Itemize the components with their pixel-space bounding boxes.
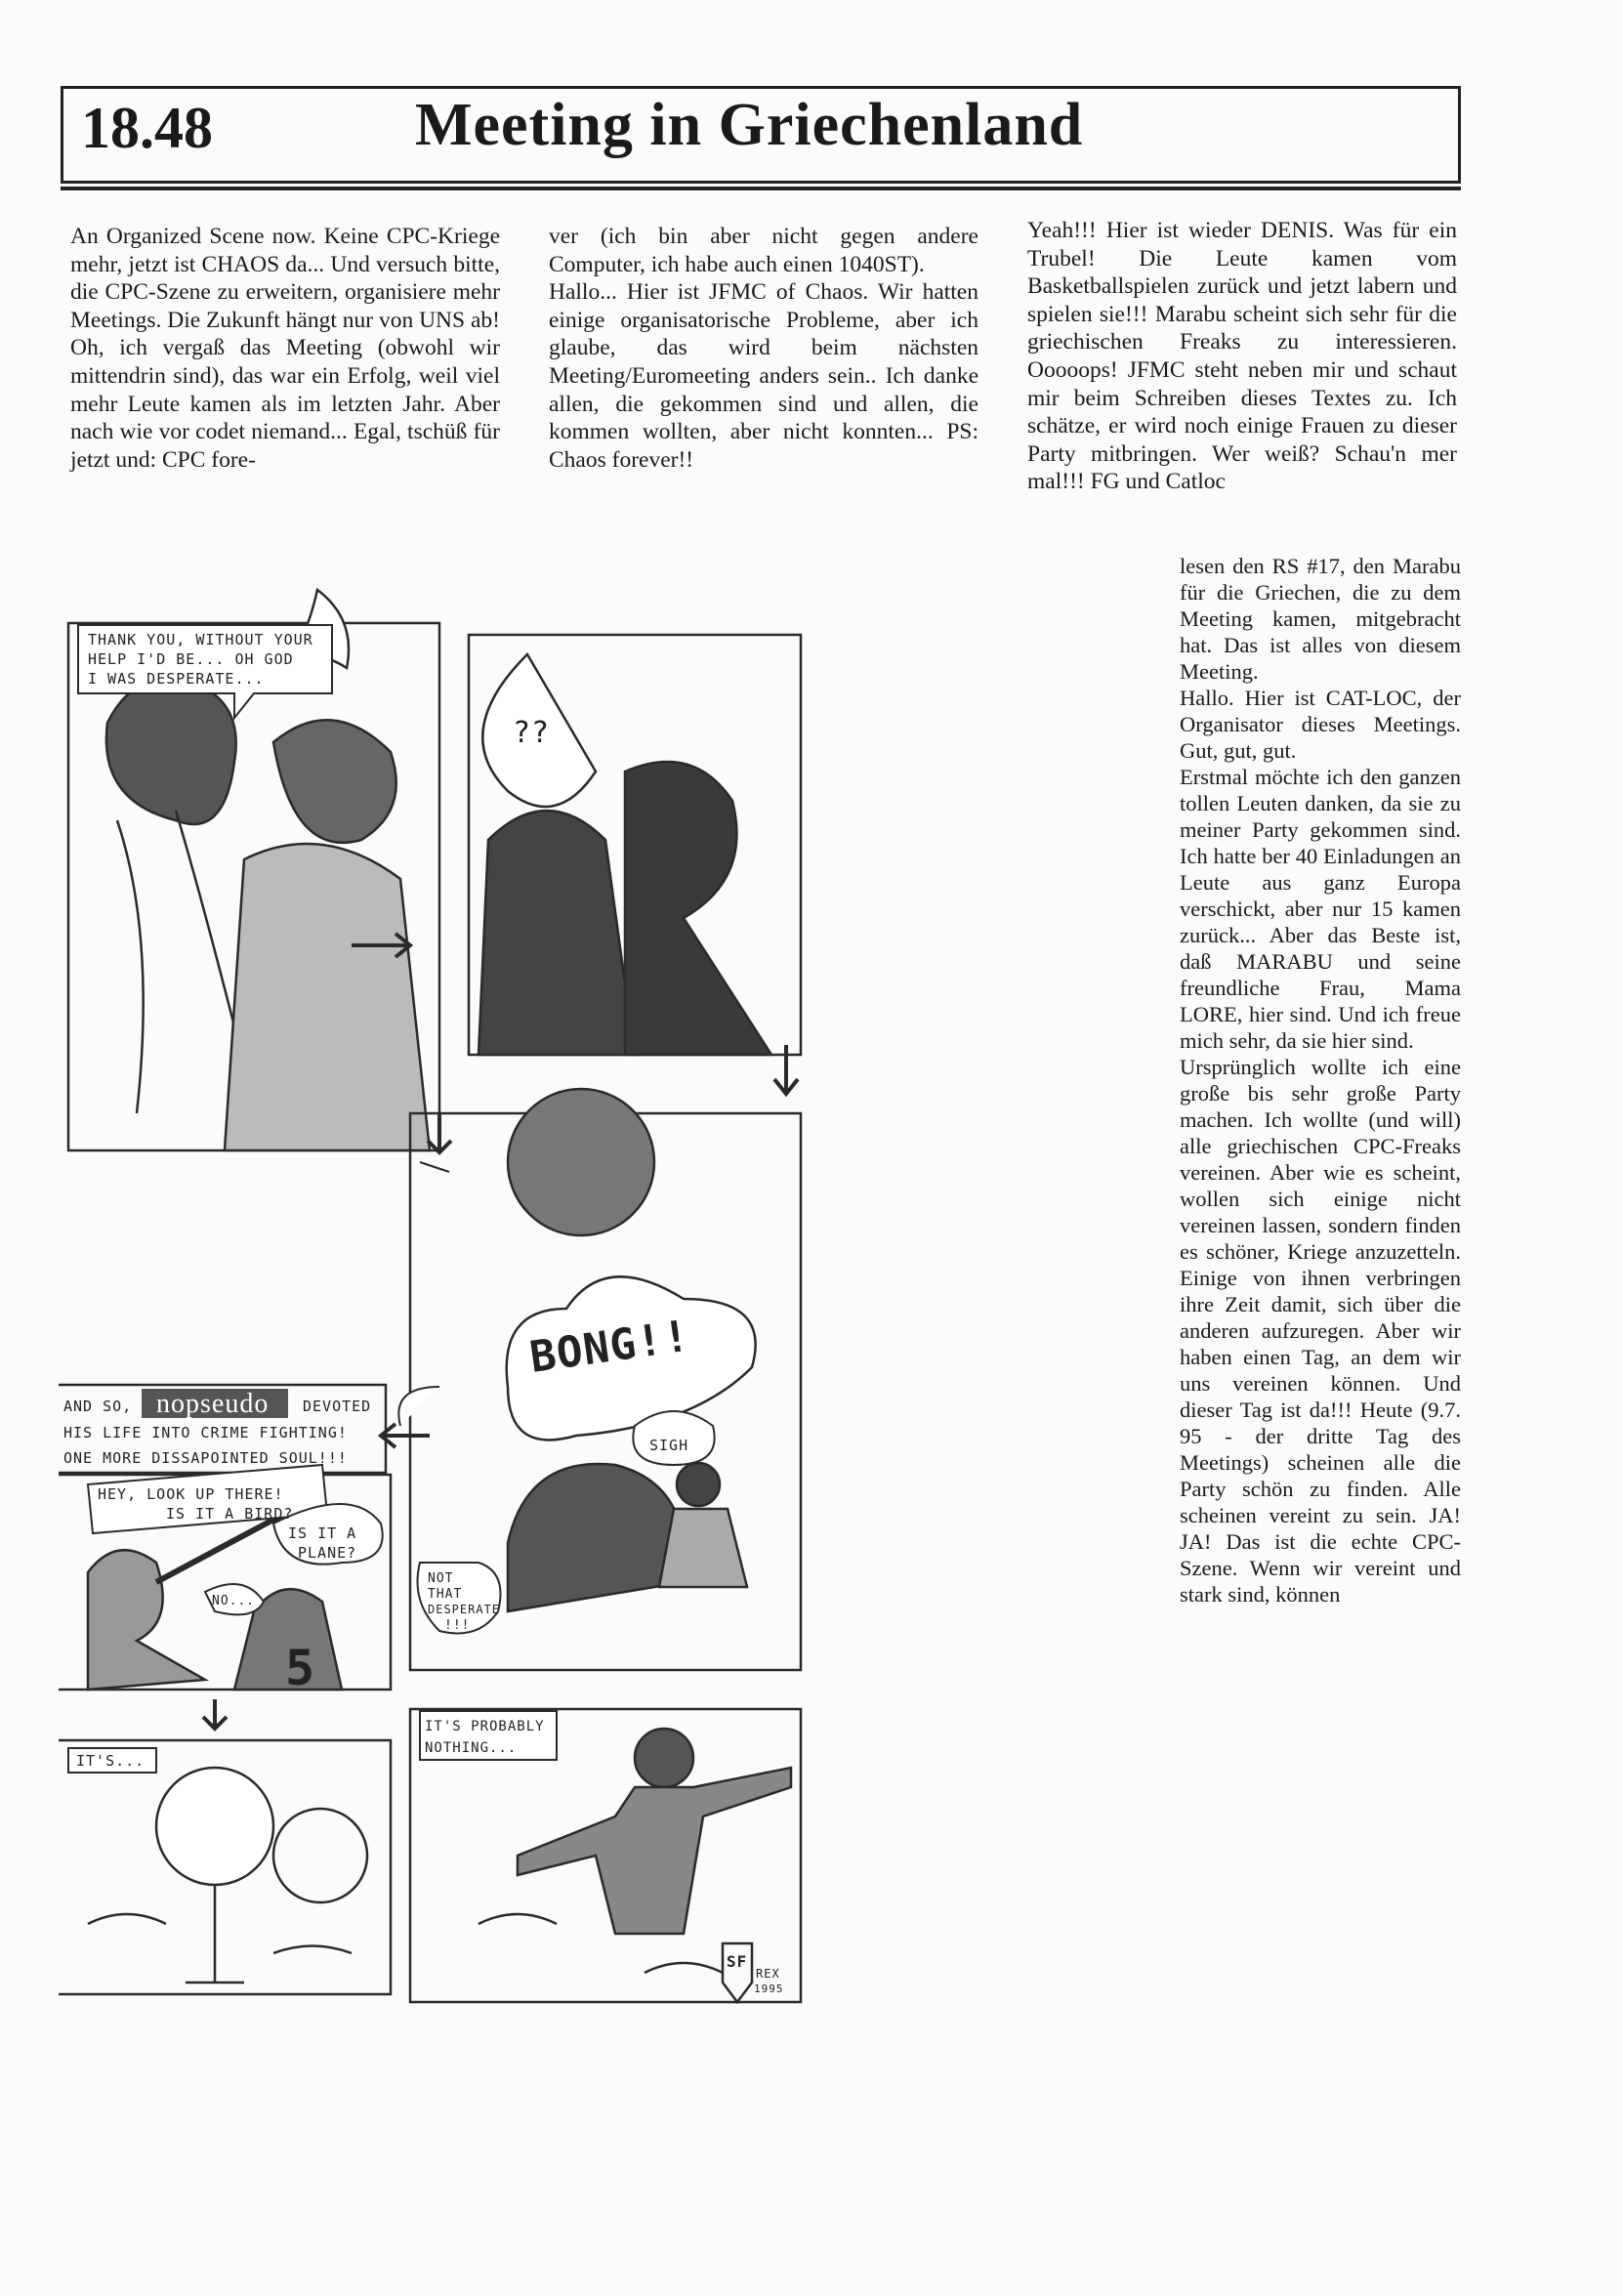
question-marks: ?? (513, 716, 551, 750)
pointing-woman (88, 1550, 205, 1690)
col3-p1: Yeah!!! Hier ist wieder DENIS. Was für ein Trubel! Die Leute kamen vom Basketballspielen zurück und jetzt labern und spielen sie!!! Marabu scheint sich sehr für die griechischen Freaks zu interessieren. Ooooops! JFMC steht neben mir und schaut mir beim Schreiben dieses Textes zu. Ich schätze, er wird noch einige Frauen zu dieser Party mitbringen. Wer weiß? Schau'n mer mal!!! FG und Catloc (1027, 218, 1457, 495)
comic-svg (59, 586, 1143, 2070)
arrow-left-icon (381, 1424, 430, 1447)
not-text: NOT (428, 1571, 454, 1586)
text-column-3-top (1027, 217, 1457, 496)
bong-text: BONG!! (526, 1311, 693, 1383)
man-jacket (225, 844, 430, 1150)
text-column-1 (70, 223, 500, 474)
arrow-down-icon-3 (428, 1113, 451, 1152)
signature-initials: SF (727, 1952, 748, 1971)
arrow-down-icon (774, 1045, 798, 1094)
caption-devoted: DEVOTED (303, 1398, 372, 1415)
caption-and-so: AND SO, (63, 1398, 133, 1415)
woman-face (508, 1464, 685, 1611)
that-text: THAT (428, 1587, 463, 1602)
sigh-text: SIGH (649, 1437, 689, 1454)
plane-text-1: IS IT A (288, 1524, 357, 1542)
col1-text: An Organized Scene now. Keine CPC-Kriege mehr, jetzt ist CHAOS da... Und versuch bitte, die CPC-Szene zu erweitern, organisiere mehr Meetings. Die Zukunft hängt nur von UNS ab! Oh, ich vergaß das Meeting (obwohl wir mittendrin sind), das war ein Erfolg, weil viel mehr Leute kamen als im letzten Jahr. Aber nach wie vor codet niemand... Egal, tschüß für jetzt und: CPC fore- (70, 224, 500, 473)
nopseudo-name: nopseudo (156, 1389, 270, 1419)
man-kicking (518, 1768, 791, 1934)
comic-strip (59, 586, 1143, 2070)
caption-crime: HIS LIFE INTO CRIME FIGHTING! (63, 1424, 348, 1441)
man-head (273, 720, 396, 843)
bird-text: IS IT A BIRD? (166, 1505, 294, 1523)
hey-text: HEY, LOOK UP THERE! (98, 1485, 284, 1503)
col3-p3: Hallo. Hier ist CAT-LOC, der Organisator dieses Meetings. Gut, gut, gut. (1180, 686, 1461, 763)
globe-icon (508, 1089, 654, 1235)
man-head-2 (635, 1729, 693, 1787)
arrow-down-icon-2 (203, 1699, 227, 1729)
col2-p2: Hallo... Hier ist JFMC of Chaos. Wir hatten einige organisatorische Probleme, aber ich glaube, das wird beim nächsten Meeting/Euromeeting anders sein.. Ich danke allen, die gekommen sind und allen, die kommen wollten, aber nicht konnten... PS: Chaos forever!! (549, 279, 978, 473)
bubble-text-1a: THANK YOU, WITHOUT YOUR (88, 631, 313, 648)
bubble-text-1c: I WAS DESPERATE... (88, 670, 265, 688)
col2-p1: ver (ich bin aber nicht gegen andere Computer, ich habe auch einen 1040ST). (549, 224, 978, 277)
man-silhouette (625, 762, 771, 1055)
col3-p4: Erstmal möchte ich den ganzen tollen Leuten danken, da sie zu meiner Party gekommen sind. Ich hatte ber 40 Einladungen an Leute aus ganz Europa verschickt, aber nur 15 kamen zurück... Aber das Beste ist, daß MARABU und seine freundliche Frau, Mama LORE, hier sind. Und ich freue mich sehr, da sie hier sind. (1180, 765, 1461, 1053)
no-text: NO... (212, 1594, 256, 1608)
sun-icon (273, 1809, 367, 1902)
page-number: 18.48 (81, 96, 213, 160)
caption-soul: ONE MORE DISSAPOINTED SOUL!!! (63, 1449, 348, 1467)
desperate-text: DESPERATE (428, 1603, 501, 1616)
jersey-number: 5 (285, 1640, 316, 1696)
woman-hair (106, 679, 236, 824)
boy-head (677, 1463, 720, 1506)
balloon-icon (156, 1768, 273, 1885)
page-title: Meeting in Griechenland (415, 92, 1084, 158)
col3-p2: lesen den RS #17, den Marabu für die Griechen, die zu dem Meeting kamen, mitgebracht hat. Das ist alles von diesem Meeting. (1180, 554, 1461, 684)
artist-name: REX (756, 1967, 780, 1981)
its-text: IT'S... (76, 1752, 146, 1770)
bubble-text-1b: HELP I'D BE... OH GOD (88, 650, 294, 668)
woman-silhouette (479, 811, 635, 1055)
page-header (61, 86, 1461, 184)
artist-year: 1995 (754, 1983, 784, 1995)
exclaim-text: !!! (444, 1618, 471, 1633)
nothing-text: NOTHING... (425, 1740, 518, 1756)
header-rule (61, 187, 1461, 190)
probably-text: IT'S PROBABLY (425, 1719, 545, 1734)
col3-p5: Ursprünglich wollte ich eine große bis sehr große Party machen. Ich wollte (und will) alle griechischen CPC-Freaks vereinen. Aber wie es scheint, wollen sich einige nicht vereinen lassen, sondern finden es schöner, Kriege anzuzetteln. Einige von ihnen verbringen ihre Zeit damit, sich über die anderen aufzuregen. Aber wir haben einen Tag, an dem wir uns vereinen können. Und dieser Tag ist da!!! Heute (9.7. 95 - der dritte Tag des Meetings) scheinen alle die Party schön zu finden. Alle scheinen vereint zu sein. JA! JA! Das ist die echte CPC-Szene. Wenn wir vereint und stark sind, können (1180, 1055, 1461, 1607)
text-column-2 (549, 223, 978, 474)
text-column-3-narrow (1180, 553, 1461, 1607)
plane-text-2: PLANE? (298, 1544, 357, 1562)
